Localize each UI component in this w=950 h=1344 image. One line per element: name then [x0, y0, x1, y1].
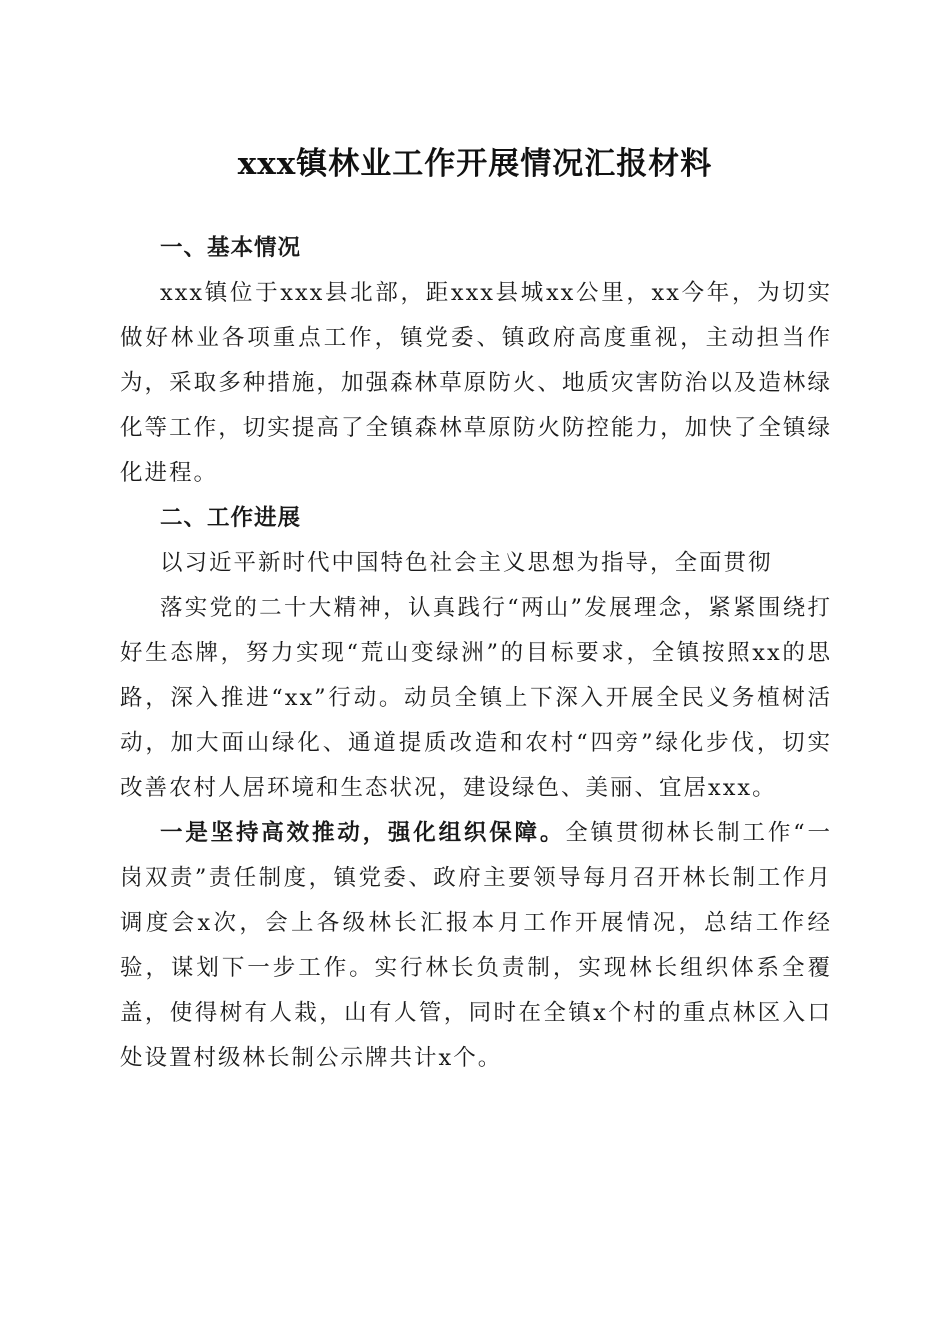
section-heading-basic-situation: 一、基本情况: [160, 235, 302, 261]
document-body: [120, 226, 832, 1081]
document-title: xxx镇林业工作开展情况汇报材料: [237, 146, 713, 182]
paragraph-work-progress: 落实党的二十大精神，认真践行“两山”发展理念，紧紧围绕打好生态牌，努力实现“荒山变绿洲”的目标要求，全镇按照xx的思路，深入推进“xx”行动。动员全镇上下深入开展全民义务植树活动，加大面山绿化、通道提质改造和农村“四旁”绿化步伐，切实改善农村人居环境和生态状况，建设绿色、美丽、宜居xxx。: [120, 595, 832, 801]
point-one-text: 全镇贯彻林长制工作“一岗双责”责任制度，镇党委、政府主要领导每月召开林长制工作月调度会x次，会上各级林长汇报本月工作开展情况，总结工作经验，谋划下一步工作。实行林长负责制，实现林长组织体系全覆盖，使得树有人栽，山有人管，同时在全镇x个村的重点林区入口处设置村级林长制公示牌共计x个。: [120, 820, 832, 1071]
paragraph-work-progress-line1: 以习近平新时代中国特色社会主义思想为指导，全面贯彻: [160, 550, 773, 576]
section-heading-work-progress: 二、工作进展: [160, 505, 302, 531]
paragraph-point-one: [120, 811, 832, 1081]
point-one-lead: 一是坚持高效推动，强化组织保障。: [160, 820, 566, 846]
paragraph-basic-situation: xxx镇位于xxx县北部，距xxx县城xx公里，xx今年，为切实做好林业各项重点工作，镇党委、镇政府高度重视，主动担当作为，采取多种措施，加强森林草原防火、地质灾害防治以及造林绿化等工作，切实提高了全镇森林草原防火防控能力，加快了全镇绿化进程。: [120, 280, 832, 486]
